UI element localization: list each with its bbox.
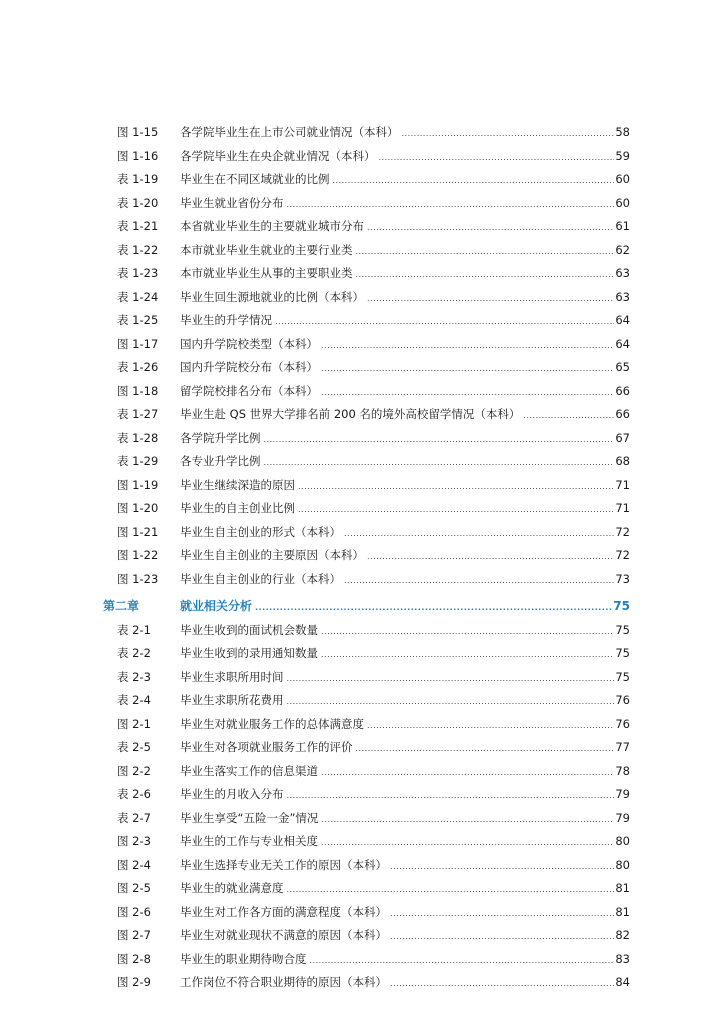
entry-label: 表 1-28 <box>117 430 159 445</box>
page-number: 66 <box>615 383 630 398</box>
entry-title-line <box>180 356 630 381</box>
entry-label: 图 1-23 <box>117 571 159 586</box>
toc-entry-row[interactable] <box>0 333 724 357</box>
page-number: 75 <box>615 646 630 660</box>
entry-title: 毕业生的自主创业比例 <box>180 501 295 515</box>
toc-entry-row[interactable] <box>0 521 724 545</box>
dot-leader <box>356 737 615 761</box>
page-number: 81 <box>615 881 630 895</box>
entry-title-line <box>180 854 630 879</box>
entry-label: 表 2-2 <box>117 646 151 660</box>
page-number: 81 <box>615 904 630 919</box>
dot-leader <box>402 122 615 146</box>
entry-label: 图 1-22 <box>117 548 159 562</box>
entry-title: 毕业生对就业现状不满意的原因（本科） <box>180 928 387 942</box>
entry-title: 毕业生的升学情况 <box>180 313 272 327</box>
toc-entry-row[interactable] <box>0 145 724 169</box>
dot-leader <box>310 949 615 973</box>
dot-leader <box>321 334 614 358</box>
table-of-contents <box>0 121 724 995</box>
page-number: 62 <box>615 242 630 257</box>
page-number: 78 <box>615 763 630 778</box>
entry-label: 图 1-19 <box>117 477 159 492</box>
toc-entry-row[interactable] <box>0 568 724 592</box>
entry-title-line <box>180 450 630 475</box>
entry-title-line <box>180 760 630 785</box>
entry-title: 毕业生对工作各方面的满意程度（本科） <box>180 904 387 919</box>
entry-label: 表 2-1 <box>117 622 151 637</box>
entry-title: 毕业生在不同区域就业的比例 <box>180 172 330 186</box>
entry-title-line <box>180 830 630 855</box>
entry-title: 各学院毕业生在上市公司就业情况（本科） <box>180 125 399 139</box>
toc-entry-row[interactable] <box>0 286 724 310</box>
page-number: 82 <box>615 928 630 942</box>
toc-entry-row[interactable] <box>0 474 724 498</box>
entry-title: 留学院校排名分布（本科） <box>180 383 318 398</box>
entry-label: 图 2-4 <box>117 857 151 872</box>
page-number: 83 <box>615 951 630 966</box>
page-number: 58 <box>615 125 630 139</box>
toc-entry-row[interactable] <box>0 854 724 878</box>
entry-title: 国内升学院校分布（本科） <box>180 360 318 374</box>
dot-leader <box>390 902 614 926</box>
entry-title-line <box>180 901 630 926</box>
page-number: 72 <box>615 548 630 562</box>
page-number: 75 <box>613 599 630 613</box>
page-number: 76 <box>615 716 630 731</box>
entry-label: 图 2-7 <box>117 928 151 942</box>
toc-entry-row[interactable] <box>0 192 724 216</box>
dot-leader <box>367 216 614 240</box>
page-number: 64 <box>615 313 630 327</box>
entry-label: 表 1-21 <box>117 219 159 233</box>
entry-label: 图 1-21 <box>117 524 159 539</box>
entry-title: 毕业生求职所用时间 <box>180 669 284 684</box>
entry-title-line <box>180 736 630 761</box>
entry-label: 图 1-20 <box>117 501 159 515</box>
toc-entry-row[interactable] <box>0 168 724 192</box>
page-number: 72 <box>615 524 630 539</box>
page-number: 63 <box>615 266 630 280</box>
dot-leader <box>356 240 615 264</box>
page-number: 59 <box>615 148 630 163</box>
dot-leader <box>298 498 614 522</box>
entry-label: 表 2-5 <box>117 740 151 754</box>
page-number: 84 <box>615 975 630 989</box>
entry-title: 毕业生自主创业的形式（本科） <box>180 524 341 539</box>
entry-title-line <box>180 497 630 522</box>
dot-leader <box>367 287 614 311</box>
entry-label: 表 2-3 <box>117 669 151 684</box>
toc-entry-row[interactable] <box>0 544 724 568</box>
entry-title: 本市就业毕业生从事的主要职业类 <box>180 266 353 280</box>
entry-title-line <box>180 121 630 146</box>
entry-title: 毕业生的职业期待吻合度 <box>180 951 307 966</box>
entry-title: 毕业生赴 QS 世界大学排名前 200 名的境外高校留学情况（本科） <box>180 407 521 421</box>
entry-title-line <box>180 309 630 334</box>
chapter-label: 第二章 <box>103 599 140 613</box>
entry-title: 各学院毕业生在央企就业情况（本科） <box>180 148 376 163</box>
toc-entry-row[interactable] <box>0 924 724 948</box>
toc-entry-row[interactable] <box>0 948 724 972</box>
entry-label: 表 1-26 <box>117 360 159 374</box>
entry-title-line <box>180 595 630 620</box>
entry-label: 表 1-19 <box>117 172 159 186</box>
dot-leader <box>287 193 615 217</box>
toc-entry-row[interactable] <box>0 380 724 404</box>
entry-title: 毕业生落实工作的信息渠道 <box>180 763 318 778</box>
dot-leader <box>390 925 614 949</box>
page-number: 79 <box>615 787 630 801</box>
entry-title-line <box>180 286 630 311</box>
entry-title-line <box>180 145 630 170</box>
dot-leader <box>321 831 614 855</box>
dot-leader <box>333 169 615 193</box>
page-number: 65 <box>615 360 630 374</box>
dot-leader <box>264 451 615 475</box>
page-number: 71 <box>615 477 630 492</box>
dot-leader <box>523 404 614 428</box>
entry-label: 表 1-27 <box>117 407 159 421</box>
toc-entry-row[interactable] <box>0 619 724 643</box>
entry-label: 表 2-4 <box>117 693 151 707</box>
dot-leader <box>379 146 615 170</box>
entry-label: 图 2-3 <box>117 834 151 848</box>
toc-entry-row[interactable] <box>0 901 724 925</box>
toc-entry-row[interactable] <box>0 497 724 521</box>
page-number: 71 <box>615 501 630 515</box>
toc-entry-row[interactable] <box>0 356 724 380</box>
entry-title: 国内升学院校类型（本科） <box>180 336 318 351</box>
dot-leader <box>264 428 615 452</box>
dot-leader <box>321 357 614 381</box>
entry-title: 毕业生收到的面试机会数量 <box>180 622 318 637</box>
dot-leader <box>356 263 615 287</box>
toc-entry-row[interactable] <box>0 642 724 666</box>
entry-title-line <box>180 619 630 644</box>
entry-title: 本市就业毕业生就业的主要行业类 <box>180 242 353 257</box>
dot-leader <box>321 761 614 785</box>
entry-label: 图 1-15 <box>117 125 159 139</box>
dot-leader <box>321 808 614 832</box>
dot-leader <box>287 784 615 808</box>
entry-title: 毕业生求职所花费用 <box>180 693 284 707</box>
entry-label: 图 2-6 <box>117 904 151 919</box>
page-number: 67 <box>615 430 630 445</box>
dot-leader <box>255 596 612 620</box>
dot-leader <box>287 878 615 902</box>
entry-title: 毕业生就业省份分布 <box>180 195 284 210</box>
page-number: 60 <box>615 195 630 210</box>
entry-title-line <box>180 380 630 405</box>
entry-title: 毕业生对就业服务工作的总体满意度 <box>180 716 364 731</box>
dot-leader <box>390 972 614 996</box>
entry-title-line <box>180 568 630 593</box>
page-number: 63 <box>615 289 630 304</box>
toc-entry-row[interactable] <box>0 262 724 286</box>
entry-title-line <box>180 666 630 691</box>
dot-leader <box>321 381 614 405</box>
entry-title: 毕业生享受“五险一金”情况 <box>180 810 319 825</box>
entry-title-line <box>180 215 630 240</box>
entry-label: 图 1-17 <box>117 336 159 351</box>
entry-title: 毕业生对各项就业服务工作的评价 <box>180 740 353 754</box>
entry-title: 毕业生选择专业无关工作的原因（本科） <box>180 857 387 872</box>
page-number: 60 <box>615 172 630 186</box>
entry-title: 工作岗位不符合职业期待的原因（本科） <box>180 975 387 989</box>
page-number: 66 <box>615 407 630 421</box>
page-number: 76 <box>615 693 630 707</box>
page-number: 73 <box>615 571 630 586</box>
toc-entry-row[interactable] <box>0 666 724 690</box>
toc-entry-row[interactable] <box>0 783 724 807</box>
entry-title-line <box>180 807 630 832</box>
chapter-title: 就业相关分析 <box>180 599 253 613</box>
entry-title-line <box>180 474 630 499</box>
entry-title-line <box>180 521 630 546</box>
entry-title-line <box>180 924 630 949</box>
toc-entry-row[interactable] <box>0 830 724 854</box>
entry-title: 毕业生自主创业的主要原因（本科） <box>180 548 364 562</box>
dot-leader <box>298 475 614 499</box>
entry-title-line <box>180 877 630 902</box>
toc-entry-row[interactable] <box>0 121 724 145</box>
dot-leader <box>287 690 615 714</box>
entry-title-line <box>180 427 630 452</box>
page-number: 75 <box>615 622 630 637</box>
page-number: 80 <box>615 857 630 872</box>
entry-title: 毕业生的工作与专业相关度 <box>180 834 318 848</box>
toc-entry-row[interactable] <box>0 713 724 737</box>
toc-entry-row[interactable] <box>0 807 724 831</box>
toc-entry-row[interactable] <box>0 736 724 760</box>
entry-title-line <box>180 544 630 569</box>
entry-title-line <box>180 168 630 193</box>
entry-title-line <box>180 971 630 996</box>
entry-title-line <box>180 642 630 667</box>
toc-entry-row[interactable] <box>0 760 724 784</box>
entry-title-line <box>180 403 630 428</box>
toc-entry-row[interactable] <box>0 403 724 427</box>
dot-leader <box>367 714 614 738</box>
entry-label: 图 2-1 <box>117 716 151 731</box>
page-number: 64 <box>615 336 630 351</box>
entry-title: 毕业生回生源地就业的比例（本科） <box>180 289 364 304</box>
page-number: 75 <box>615 669 630 684</box>
entry-title-line <box>180 192 630 217</box>
dot-leader <box>344 522 614 546</box>
entry-title-line <box>180 783 630 808</box>
toc-entry-row[interactable] <box>0 427 724 451</box>
entry-title: 各学院升学比例 <box>180 430 261 445</box>
toc-entry-row[interactable] <box>0 689 724 713</box>
entry-title-line <box>180 239 630 264</box>
toc-entry-row[interactable] <box>0 971 724 995</box>
entry-label: 表 1-25 <box>117 313 159 327</box>
entry-label: 表 2-6 <box>117 787 151 801</box>
dot-leader <box>321 643 614 667</box>
entry-label: 表 1-20 <box>117 195 159 210</box>
entry-label: 图 2-2 <box>117 763 151 778</box>
entry-title-line <box>180 689 630 714</box>
dot-leader <box>367 545 614 569</box>
entry-label: 图 1-18 <box>117 383 159 398</box>
page-number: 61 <box>615 219 630 233</box>
entry-title: 各专业升学比例 <box>180 454 261 468</box>
entry-label: 图 1-16 <box>117 148 159 163</box>
entry-title: 毕业生继续深造的原因 <box>180 477 295 492</box>
toc-chapter-row[interactable] <box>0 595 724 619</box>
page-number: 77 <box>615 740 630 754</box>
entry-label: 表 1-22 <box>117 242 159 257</box>
page-number: 79 <box>615 810 630 825</box>
toc-entry-row[interactable] <box>0 309 724 333</box>
toc-entry-row[interactable] <box>0 215 724 239</box>
toc-entry-row[interactable] <box>0 239 724 263</box>
page-number: 80 <box>615 834 630 848</box>
entry-label: 图 2-5 <box>117 881 151 895</box>
entry-label: 图 2-8 <box>117 951 151 966</box>
page-number: 68 <box>615 454 630 468</box>
entry-label: 表 1-29 <box>117 454 159 468</box>
dot-leader <box>287 667 615 691</box>
entry-title: 毕业生的月收入分布 <box>180 787 284 801</box>
entry-title: 毕业生自主创业的行业（本科） <box>180 571 341 586</box>
entry-label: 表 1-24 <box>117 289 159 304</box>
entry-title-line <box>180 948 630 973</box>
entry-title: 本省就业毕业生的主要就业城市分布 <box>180 219 364 233</box>
toc-entry-row[interactable] <box>0 450 724 474</box>
entry-title: 毕业生的就业满意度 <box>180 881 284 895</box>
entry-title: 毕业生收到的录用通知数量 <box>180 646 318 660</box>
entry-label: 表 1-23 <box>117 266 159 280</box>
entry-title-line <box>180 333 630 358</box>
dot-leader <box>344 569 614 593</box>
dot-leader <box>321 620 614 644</box>
dot-leader <box>275 310 614 334</box>
dot-leader <box>390 855 614 879</box>
entry-title-line <box>180 713 630 738</box>
toc-entry-row[interactable] <box>0 877 724 901</box>
entry-label: 图 2-9 <box>117 975 151 989</box>
entry-title-line <box>180 262 630 287</box>
entry-label: 表 2-7 <box>117 810 151 825</box>
